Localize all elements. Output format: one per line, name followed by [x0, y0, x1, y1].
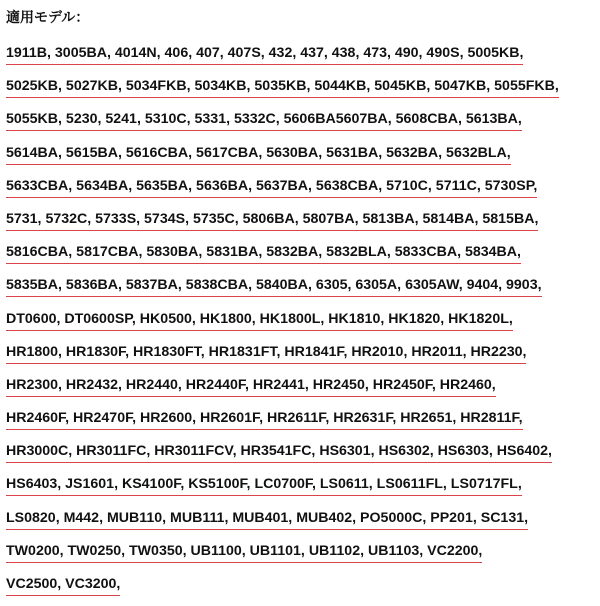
- model-line: [0, 175, 600, 208]
- heading: 適用モデル：: [6, 10, 90, 26]
- model-line-text: LS0820, M442, MUB110, MUB111, MUB401, MUB402, PO5000C, PP201, SC131,: [6, 509, 529, 526]
- model-line-text: 5614BA, 5615BA, 5616CBA, 5617CBA, 5630BA, 5631BA, 5632BA, 5632BLA,: [6, 144, 511, 161]
- line-underline: [6, 396, 496, 397]
- model-line-text: 5835BA, 5836BA, 5837BA, 5838CBA, 5840BA, 6305, 6305A, 6305AW, 9404, 9903,: [6, 277, 542, 294]
- line-underline: [6, 462, 552, 463]
- model-line: [0, 540, 600, 573]
- line-underline: [6, 562, 482, 563]
- line-underline: [6, 363, 526, 364]
- model-line: [0, 274, 600, 307]
- model-line-text: HR2300, HR2432, HR2440, HR2440F, HR2441, HR2450, HR2450F, HR2460,: [6, 376, 496, 393]
- model-line-text: 5025KB, 5027KB, 5034FKB, 5034KB, 5035KB, 5044KB, 5045KB, 5047KB, 5055FKB,: [6, 78, 559, 95]
- model-line-text: HR3000C, HR3011FC, HR3011FCV, HR3541FC, HS6301, HS6302, HS6303, HS6402,: [6, 443, 552, 460]
- model-line-text: 5731, 5732C, 5733S, 5734S, 5735C, 5806BA, 5807BA, 5813BA, 5814BA, 5815BA,: [6, 210, 539, 227]
- model-line: [0, 407, 600, 440]
- line-underline: [6, 296, 542, 297]
- model-line-text: 1911B, 3005BA, 4014N, 406, 407, 407S, 432, 437, 438, 473, 490, 490S, 5005KB,: [6, 45, 524, 61]
- line-underline: [6, 230, 538, 231]
- model-line-text: HR2460F, HR2470F, HR2600, HR2601F, HR2611F, HR2631F, HR2651, HR2811F,: [6, 410, 523, 427]
- model-line-text: DT0600, DT0600SP, HK0500, HK1800, HK1800L, HK1810, HK1820, HK1820L,: [6, 310, 513, 327]
- model-line: [0, 208, 600, 241]
- line-underline: [6, 130, 522, 131]
- model-line-text: 5055KB, 5230, 5241, 5310C, 5331, 5332C, 5606BA5607BA, 5608CBA, 5613BA,: [6, 111, 522, 128]
- model-line: [0, 507, 600, 540]
- line-underline: [6, 64, 523, 65]
- model-line: [0, 374, 600, 407]
- line-underline: [6, 164, 511, 165]
- line-underline: [6, 330, 513, 331]
- model-line-text: HR1800, HR1830F, HR1830FT, HR1831FT, HR1841F, HR2010, HR2011, HR2230,: [6, 343, 527, 360]
- line-underline: [6, 263, 521, 264]
- model-line: [0, 75, 600, 108]
- model-line-text: 5633CBA, 5634BA, 5635BA, 5636BA, 5637BA, 5638CBA, 5710C, 5711C, 5730SP,: [6, 177, 538, 194]
- model-line: [0, 473, 600, 506]
- line-underline: [6, 529, 528, 530]
- model-line: [0, 241, 600, 274]
- model-line: [0, 42, 600, 75]
- model-lines: [0, 42, 600, 606]
- model-line: [0, 440, 600, 473]
- model-line: [0, 308, 600, 341]
- line-underline: [6, 595, 120, 596]
- line-underline: [6, 429, 523, 430]
- line-underline: [6, 97, 559, 98]
- model-line: [0, 573, 600, 606]
- model-line-text: TW0200, TW0250, TW0350, UB1100, UB1101, UB1102, UB1103, VC2200,: [6, 542, 483, 559]
- line-underline: [6, 197, 537, 198]
- line-underline: [6, 495, 522, 496]
- model-line-text: HS6403, JS1601, KS4100F, KS5100F, LC0700F, LS0611, LS0611FL, LS0717FL,: [6, 476, 522, 493]
- model-line: [0, 142, 600, 175]
- model-line-text: 5816CBA, 5817CBA, 5830BA, 5831BA, 5832BA, 5832BLA, 5833CBA, 5834BA,: [6, 244, 521, 261]
- model-line: [0, 108, 600, 141]
- model-line: [0, 341, 600, 374]
- model-line-text: VC2500, VC3200,: [6, 576, 121, 592]
